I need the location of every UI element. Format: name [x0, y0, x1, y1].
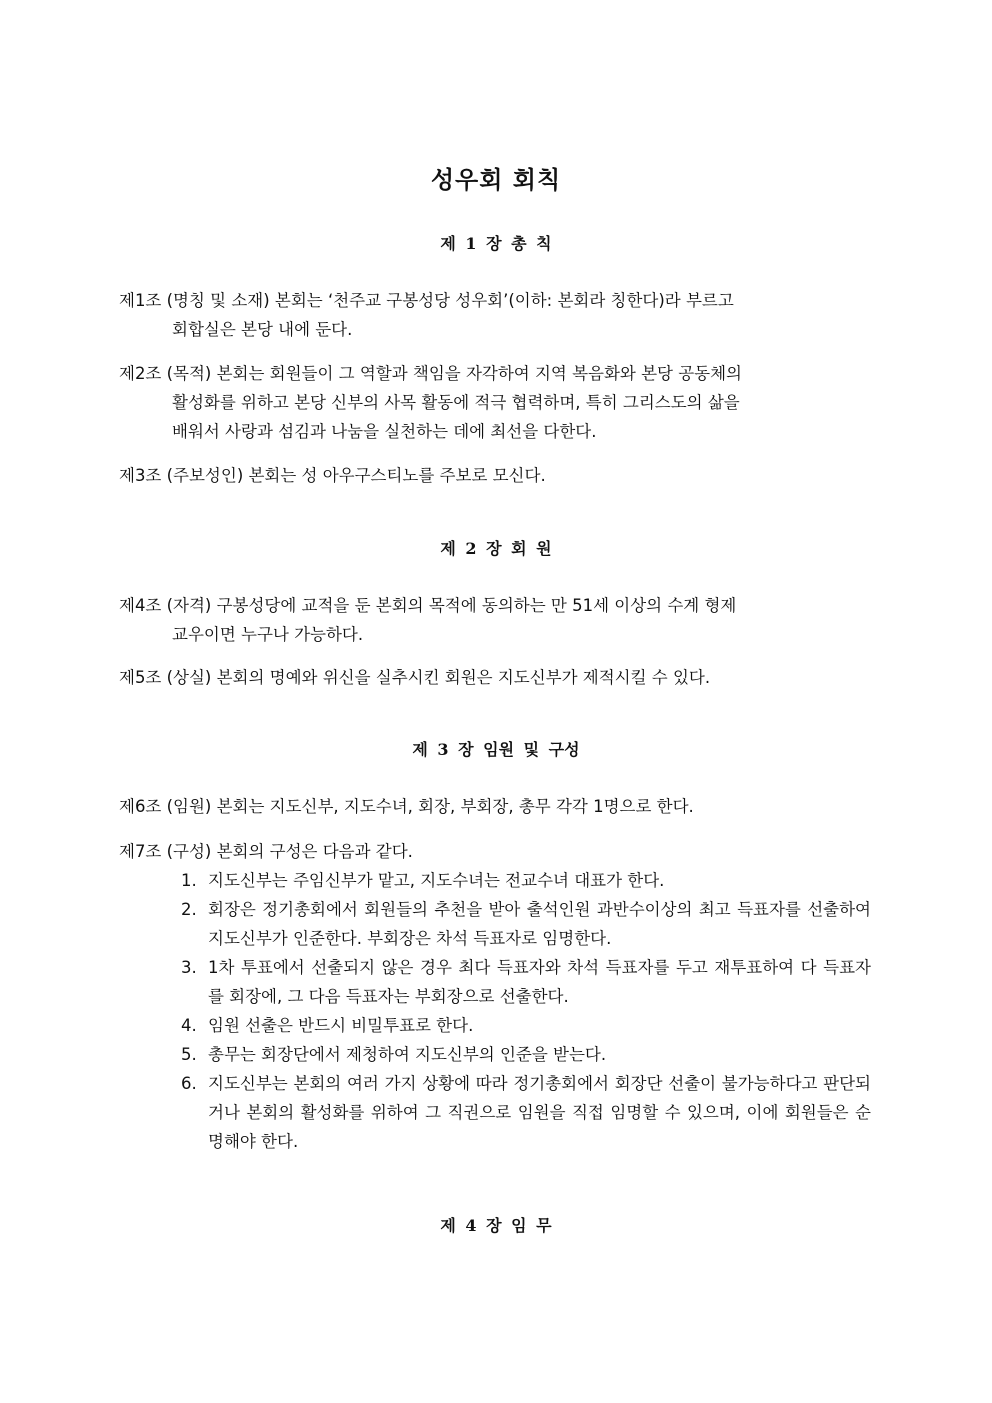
list-item-text: 임원 선출은 반드시 비밀투표로 한다.: [208, 1016, 474, 1035]
list-item: [181, 895, 871, 953]
list-item-text: 1차 투표에서 선출되지 않은 경우 최다 득표자와 차석 득표자를 두고 재투표하여 다 득표자를 회장에, 그 다음 득표자는 부회장으로 선출한다.: [208, 958, 871, 1006]
article-2-line-2: 활성화를 위하고 본당 신부의 사목 활동에 적극 협력하며, 특히 그리스도의 삶을: [172, 393, 740, 412]
list-item-number: 2.: [181, 900, 197, 919]
list-item-number: 3.: [181, 958, 197, 977]
article-5-line-1: 제5조 (상실) 본회의 명예와 위신을 실추시킨 회원은 지도신부가 제적시킬 수 있다.: [119, 668, 711, 687]
article-5: [119, 663, 869, 692]
article-4-line-2: 교우이면 누구나 가능하다.: [172, 625, 364, 644]
article-1: [119, 286, 869, 344]
list-item-number: 6.: [181, 1074, 197, 1093]
chapter-3-heading: 제 3 장 임원 및 구성: [412, 740, 580, 759]
article-7-line-1: 제7조 (구성) 본회의 구성은 다음과 같다.: [119, 842, 413, 861]
list-item: [181, 1011, 871, 1040]
list-item: [181, 866, 871, 895]
list-item-number: 4.: [181, 1016, 197, 1035]
article-7-list: [181, 866, 871, 1156]
article-2-line-1: 제2조 (목적) 본회는 회원들이 그 역할과 책임을 자각하여 지역 복음화와 본당 공동체의: [119, 364, 742, 383]
list-item-number: 5.: [181, 1045, 197, 1064]
list-item-number: 1.: [181, 871, 197, 890]
page-title: 성우회 회칙: [430, 166, 562, 194]
article-3: [119, 461, 869, 490]
chapter-4-heading: 제 4 장 임 무: [440, 1216, 552, 1235]
article-1-line-1: 제1조 (명칭 및 소재) 본회는 ‘천주교 구봉성당 성우회’(이하: 본회라 칭한다)라 부르고: [119, 291, 734, 310]
list-item-text: 총무는 회장단에서 제청하여 지도신부의 인준을 받는다.: [208, 1045, 607, 1064]
list-item: [181, 1040, 871, 1069]
list-item-text: 지도신부는 주임신부가 맡고, 지도수녀는 전교수녀 대표가 한다.: [208, 871, 665, 890]
article-2: [119, 359, 869, 446]
article-1-line-2: 회합실은 본당 내에 둔다.: [172, 320, 353, 339]
article-6: [119, 792, 869, 821]
article-3-line-1: 제3조 (주보성인) 본회는 성 아우구스티노를 주보로 모신다.: [119, 466, 546, 485]
list-item-text: 회장은 정기총회에서 회원들의 추천을 받아 출석인원 과반수이상의 최고 득표자를 선출하여 지도신부가 인준한다. 부회장은 차석 득표자로 임명한다.: [208, 900, 871, 948]
list-item: [181, 953, 871, 1011]
list-item-text: 지도신부는 본회의 여러 가지 상황에 따라 정기총회에서 회장단 선출이 불가능하다고 판단되거나 본회의 활성화를 위하여 그 직권으로 임원을 직접 임명할 수 있으며, 이에 회원들은 순명해야 한다.: [208, 1074, 871, 1151]
article-2-line-3: 배워서 사랑과 섬김과 나눔을 실천하는 데에 최선을 다한다.: [172, 422, 597, 441]
article-7: [119, 837, 869, 866]
article-4: [119, 591, 869, 649]
chapter-1-heading: 제 1 장 총 칙: [440, 234, 552, 253]
chapter-2-heading: 제 2 장 회 원: [440, 539, 552, 558]
article-6-line-1: 제6조 (임원) 본회는 지도신부, 지도수녀, 회장, 부회장, 총무 각각 1명으로 한다.: [119, 797, 694, 816]
list-item: [181, 1069, 871, 1156]
article-4-line-1: 제4조 (자격) 구봉성당에 교적을 둔 본회의 목적에 동의하는 만 51세 이상의 수계 형제: [119, 596, 737, 615]
